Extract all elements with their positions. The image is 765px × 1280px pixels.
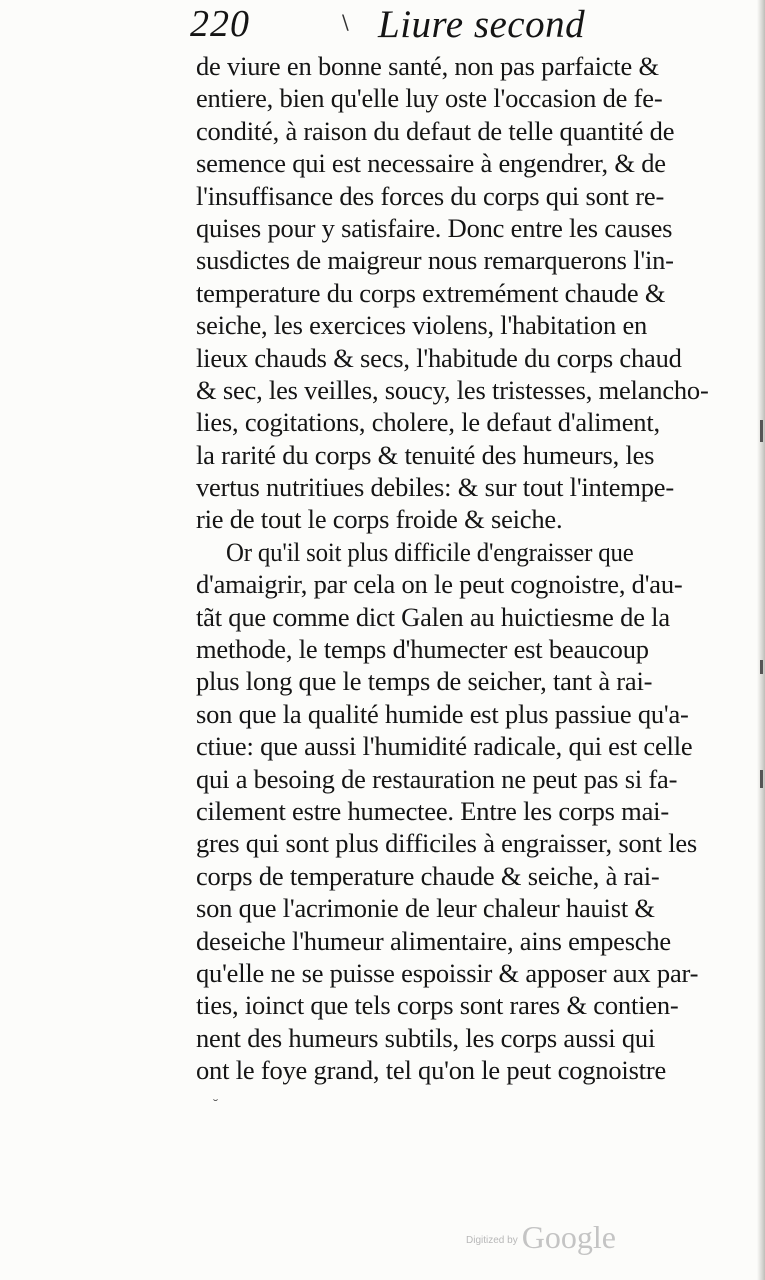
page-header xyxy=(190,2,750,50)
running-head: Liure second xyxy=(378,3,586,46)
text-line: qu'elle ne se puisse espoissir & apposer aux par- xyxy=(196,957,699,988)
text-line: & sec, les veilles, soucy, les tristesses, melancho- xyxy=(196,374,709,405)
page-edge-mark xyxy=(760,660,763,674)
text-line: semence qui est necessaire à engendrer, & de xyxy=(196,148,666,179)
text-line: d'amaigrir, par cela on le peut cognoistre, d'au- xyxy=(196,569,683,600)
text-line: gres qui sont plus difficiles à engraisser, sont les xyxy=(196,828,698,859)
text-line: corps de temperature chaude & seiche, à rai- xyxy=(196,860,660,891)
ink-mark: ˘ xyxy=(212,1098,219,1114)
text-line: ctiue: que aussi l'humidité radicale, qui est celle xyxy=(196,731,693,762)
text-line: ties, ioinct que tels corps sont rares & contien- xyxy=(196,990,679,1021)
text-line: tãt que comme dict Galen au huictiesme de la xyxy=(196,601,670,632)
page-edge-mark xyxy=(760,770,763,788)
text-line: lies, cogitations, cholere, le defaut d'aliment, xyxy=(196,407,660,438)
text-line: condité, à raison du defaut de telle quantité de xyxy=(196,115,675,146)
text-line: temperature du corps extremément chaude & xyxy=(196,277,666,308)
text-line: son que la qualité humide est plus passiue qu'a- xyxy=(196,698,689,729)
page-number: 220 xyxy=(190,3,250,45)
text-line: ont le foye grand, tel qu'on le peut cognoistre xyxy=(196,1055,667,1086)
text-line: qui a besoing de restauration ne peut pas si fa- xyxy=(196,763,678,794)
text-line: plus long que le temps de seicher, tant à rai- xyxy=(196,666,653,697)
text-line: l'insuffisance des forces du corps qui sont re- xyxy=(196,180,665,211)
text-line: deseiche l'humeur alimentaire, ains empesche xyxy=(196,925,671,956)
text-line: rie de tout le corps froide & seiche. xyxy=(196,504,563,535)
text-line: son que l'acrimonie de leur chaleur hauist & xyxy=(196,893,655,924)
page-edge-shadow xyxy=(757,0,765,1280)
text-line: methode, le temps d'humecter est beaucoup xyxy=(196,634,649,665)
text-line: quises pour y satisfaire. Donc entre les causes xyxy=(196,212,673,243)
text-line: cilement estre humectee. Entre les corps mai- xyxy=(196,795,669,826)
text-line: entiere, bien qu'elle luy oste l'occasion de fe- xyxy=(196,83,663,114)
text-line: susdictes de maigreur nous remarquerons l'in- xyxy=(196,245,674,276)
paragraph-start-line: Or qu'il soit plus difficile d'engraisser que xyxy=(226,536,634,567)
ink-mark: \ xyxy=(342,10,349,34)
text-line: la rarité du corps & tenuité des humeurs, les xyxy=(196,439,655,470)
watermark-prefix: Digitized by xyxy=(466,1235,518,1246)
text-line: vertus nutritiues debiles: & sur tout l'intempe- xyxy=(196,472,674,503)
google-logo: Google xyxy=(521,1219,616,1255)
body-text xyxy=(196,50,716,1087)
page-edge-mark xyxy=(760,420,763,442)
text-line: seiche, les exercices violens, l'habitation en xyxy=(196,310,648,341)
digitized-watermark xyxy=(466,1215,616,1255)
text-line: lieux chauds & secs, l'habitude du corps chaud xyxy=(196,342,682,373)
text-line: nent des humeurs subtils, les corps aussi qui xyxy=(196,1022,656,1053)
text-line: de viure en bonne santé, non pas parfaicte & xyxy=(196,51,659,81)
